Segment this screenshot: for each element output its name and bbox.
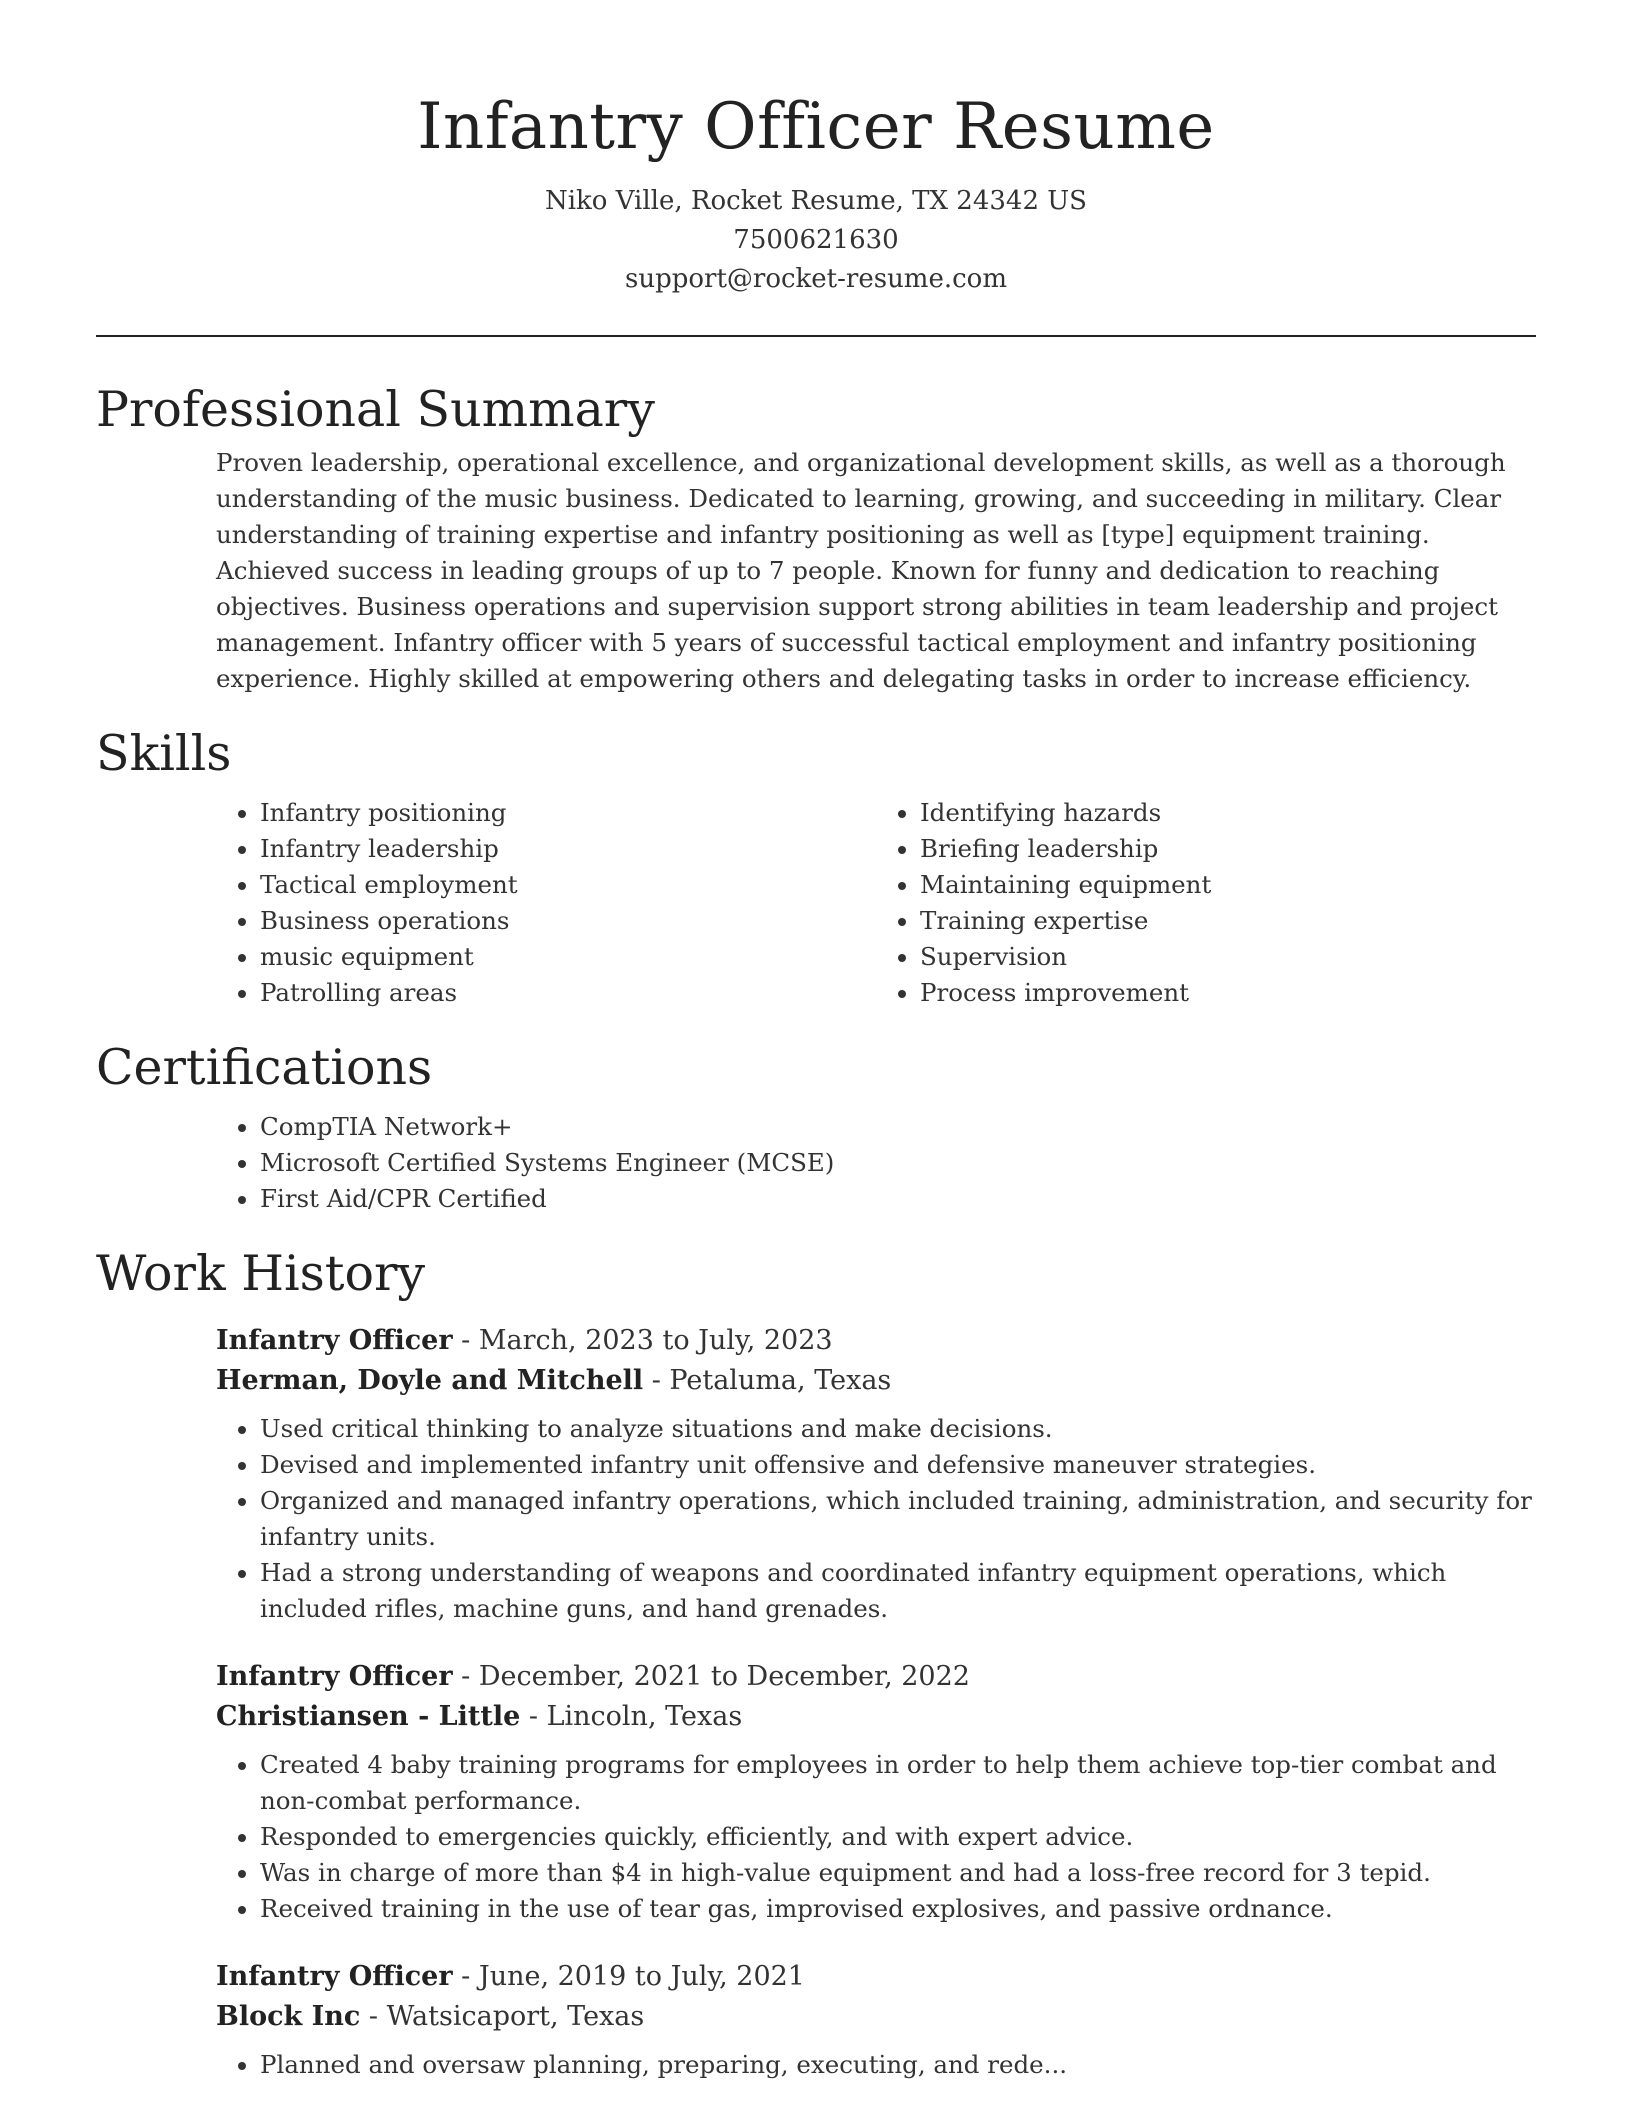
- job-company: Block Inc: [216, 2001, 361, 2032]
- job-bullets: [216, 2047, 1536, 2083]
- job-title: Infantry Officer: [216, 1661, 453, 1692]
- job-company: Herman, Doyle and Mitchell: [216, 1365, 644, 1396]
- job-bullet: • Was in charge of more than $4 in high-value equipment and had a loss-free record for 3 tepid.: [260, 1855, 1536, 1891]
- job-company-line: [216, 1361, 1536, 1401]
- certifications-heading: Certifications: [96, 1039, 433, 1096]
- job-company: Christiansen - Little: [216, 1701, 521, 1732]
- skills-section: [96, 721, 1536, 1011]
- job-company-line: [216, 1697, 1536, 1737]
- skills-list-left: [216, 795, 876, 1011]
- job-title-line: [216, 1957, 1536, 1997]
- summary-text: Proven leadership, operational excellence, and organizational development skills, as well as a thorough understanding of the music business. Dedicated to learning, growing, and succeeding in military. Clear understanding of training expertise and infantry positioning as well as [type] equipment training. Achieved success in leading groups of up to 7 people. Known for funny and dedication to reaching objectives. Business operations and supervision support strong abilities in team leadership and project management. Infantry officer with 5 years of successful tactical employment and infantry positioning experience. Highly skilled at empowering others and delegating tasks in order to increase efficiency.: [216, 448, 1506, 693]
- job-bullet: • Created 4 baby training programs for employees in order to help them achieve top-tier combat and non-combat performance.: [260, 1747, 1536, 1819]
- skill-item: • Maintaining equipment: [920, 867, 1536, 903]
- skill-item: • Identifying hazards: [920, 795, 1536, 831]
- skill-item: • Tactical employment: [260, 867, 876, 903]
- certification-item: • CompTIA Network+: [260, 1109, 1536, 1145]
- summary-heading: Professional Summary: [96, 381, 655, 438]
- skill-item: • Briefing leadership: [920, 831, 1536, 867]
- skill-item: • Infantry leadership: [260, 831, 876, 867]
- contact-phone: 7500621630: [733, 225, 899, 255]
- job-title-line: [216, 1657, 1536, 1697]
- job-location: - Watsicaport, Texas: [360, 2001, 645, 2032]
- summary-section: [96, 377, 1536, 697]
- skills-columns: [216, 795, 1536, 1011]
- job-bullet: • Received training in the use of tear gas, improvised explosives, and passive ordnance.: [260, 1891, 1536, 1927]
- job-bullets: [216, 1411, 1536, 1627]
- skill-item: • Training expertise: [920, 903, 1536, 939]
- job-entry: [216, 1321, 1536, 1627]
- skill-item: • Patrolling areas: [260, 975, 876, 1011]
- job-location: - Petaluma, Texas: [643, 1365, 892, 1396]
- contact-info: [96, 182, 1536, 299]
- job-bullet: • Organized and managed infantry operations, which included training, administration, and security for infantry units.: [260, 1483, 1536, 1555]
- contact-address: Niko Ville, Rocket Resume, TX 24342 US: [544, 186, 1087, 216]
- job-bullets: [216, 1747, 1536, 1927]
- job-bullet: • Used critical thinking to analyze situations and make decisions.: [260, 1411, 1536, 1447]
- job-entry: [216, 1957, 1536, 2083]
- jobs-list: [96, 1321, 1536, 2083]
- job-dates: - December, 2021 to December, 2022: [452, 1661, 970, 1692]
- header-divider: [96, 335, 1536, 337]
- skill-item: • Infantry positioning: [260, 795, 876, 831]
- skill-item: • Process improvement: [920, 975, 1536, 1011]
- resume-title: Infantry Officer Resume: [417, 90, 1215, 164]
- job-bullet: • Responded to emergencies quickly, efficiently, and with expert advice.: [260, 1819, 1536, 1855]
- resume-page: [96, 0, 1536, 2083]
- contact-email: support@rocket-resume.com: [624, 264, 1007, 294]
- job-bullet: • Planned and oversaw planning, preparing, executing, and rede...: [260, 2047, 1536, 2083]
- skill-item: • Supervision: [920, 939, 1536, 975]
- job-title-line: [216, 1321, 1536, 1361]
- skills-list-right: [876, 795, 1536, 1011]
- certifications-section: [96, 1035, 1536, 1217]
- job-bullet: • Devised and implemented infantry unit offensive and defensive maneuver strategies.: [260, 1447, 1536, 1483]
- skill-item: • Business operations: [260, 903, 876, 939]
- skill-item: • music equipment: [260, 939, 876, 975]
- certifications-list: [216, 1109, 1536, 1217]
- job-title: Infantry Officer: [216, 1325, 453, 1356]
- skills-heading: Skills: [96, 725, 232, 782]
- work-history-heading: Work History: [96, 1245, 426, 1302]
- job-dates: - March, 2023 to July, 2023: [452, 1325, 833, 1356]
- certification-item: • Microsoft Certified Systems Engineer (MCSE): [260, 1145, 1536, 1181]
- job-entry: [216, 1657, 1536, 1927]
- job-title: Infantry Officer: [216, 1961, 453, 1992]
- work-history-section: [96, 1241, 1536, 2083]
- job-company-line: [216, 1997, 1536, 2037]
- job-dates: - June, 2019 to July, 2021: [452, 1961, 805, 1992]
- job-location: - Lincoln, Texas: [520, 1701, 743, 1732]
- job-bullet: • Had a strong understanding of weapons and coordinated infantry equipment operations, which included rifles, machine guns, and hand grenades.: [260, 1555, 1536, 1627]
- certification-item: • First Aid/CPR Certified: [260, 1181, 1536, 1217]
